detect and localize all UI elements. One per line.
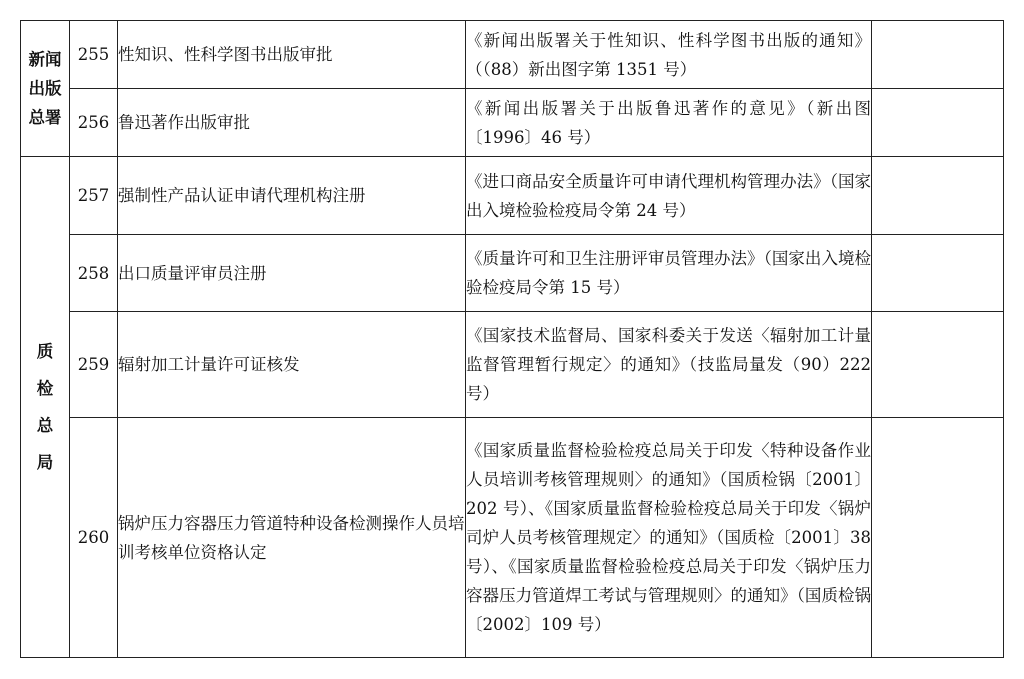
legal-basis: 《新闻出版署关于出版鲁迅著作的意见》（新出图〔1996〕46 号） <box>466 89 872 157</box>
legal-basis: 《国家质量监督检验检疫总局关于印发〈特种设备作业人员培训考核管理规则〉的通知》（国质检锅〔2001〕202 号）、《国家质量监督检验检疫总局关于印发〈锅炉司炉人员考核管理规定〉的通知》（国质检〔2001〕38 号）、《国家质量监督检验检疫总局关于印发〈锅炉压力容器压力管道焊工考试与管理规则〉的通知》（国质检锅〔2002〕109 号） <box>466 418 872 658</box>
row-number: 256 <box>70 89 118 157</box>
row-number: 258 <box>70 235 118 312</box>
row-number: 257 <box>70 157 118 235</box>
note-cell <box>872 157 1004 235</box>
legal-basis: 《新闻出版署关于性知识、性科学图书出版的通知》（（88）新出图字第 1351 号） <box>466 21 872 89</box>
note-cell <box>872 235 1004 312</box>
row-number: 255 <box>70 21 118 89</box>
department-char: 质 <box>36 342 54 361</box>
row-number: 259 <box>70 312 118 418</box>
table-row <box>21 235 1004 312</box>
department-char: 检 <box>36 379 54 398</box>
department-char: 局 <box>36 453 54 472</box>
department-cell <box>21 157 70 658</box>
department-name: 新闻出版总署 <box>28 50 62 127</box>
item-name: 辐射加工计量许可证核发 <box>118 312 466 418</box>
table-row <box>21 312 1004 418</box>
department-cell <box>21 21 70 157</box>
legal-basis: 《质量许可和卫生注册评审员管理办法》（国家出入境检验检疫局令第 15 号） <box>466 235 872 312</box>
item-name: 出口质量评审员注册 <box>118 235 466 312</box>
table-row <box>21 418 1004 658</box>
legal-basis: 《进口商品安全质量许可申请代理机构管理办法》（国家出入境检验检疫局令第 24 号） <box>466 157 872 235</box>
row-number: 260 <box>70 418 118 658</box>
item-name: 性知识、性科学图书出版审批 <box>118 21 466 89</box>
note-cell <box>872 21 1004 89</box>
table-row <box>21 89 1004 157</box>
note-cell <box>872 89 1004 157</box>
department-char: 总 <box>36 416 54 435</box>
table-row <box>21 157 1004 235</box>
item-name: 强制性产品认证申请代理机构注册 <box>118 157 466 235</box>
note-cell <box>872 312 1004 418</box>
approval-items-table <box>20 20 1004 658</box>
item-name: 锅炉压力容器压力管道特种设备检测操作人员培训考核单位资格认定 <box>118 418 466 658</box>
legal-basis: 《国家技术监督局、国家科委关于发送〈辐射加工计量监督管理暂行规定〉的通知》（技监局量发（90）222 号） <box>466 312 872 418</box>
item-name: 鲁迅著作出版审批 <box>118 89 466 157</box>
note-cell <box>872 418 1004 658</box>
table-row <box>21 21 1004 89</box>
